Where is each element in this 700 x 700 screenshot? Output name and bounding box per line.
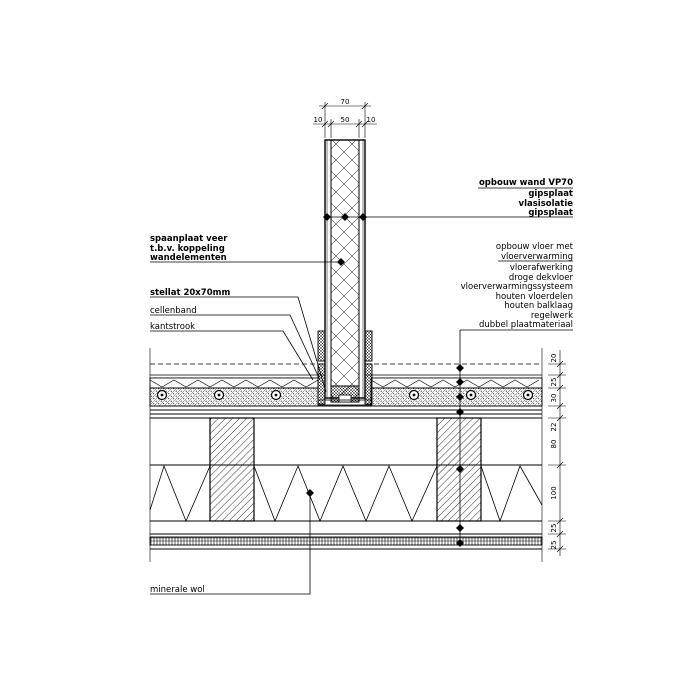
dim-total: 70 [340, 98, 350, 106]
wall-vp70 [318, 140, 372, 405]
dim-r-0: 20 [550, 353, 558, 363]
dim-r-7: 25 [550, 540, 558, 550]
dim-r-3: 22 [550, 422, 558, 432]
wall-layer-0: gipsplaat [528, 189, 573, 199]
kantstrook-right [365, 364, 372, 404]
balklaag-layer [150, 418, 542, 521]
cellenband-right [365, 331, 372, 361]
floor-legend-title-0: opbouw vloer met [495, 242, 573, 252]
right-dim-labels [550, 354, 558, 550]
floor-layer-1: droge dekvloer [508, 273, 573, 283]
floor-layer-3: houten vloerdelen [495, 292, 573, 302]
wall-layer-2: gipsplaat [528, 208, 573, 218]
kantstrook-label: kantstrook [150, 322, 196, 332]
dim-right: 10 [366, 116, 376, 124]
cellenband-left [318, 331, 325, 361]
floor-layer-6: dubbel plaatmateriaal [478, 320, 573, 330]
spaanplaat-label-0: spaanplaat veer [150, 234, 228, 244]
cellenband-label: cellenband [150, 306, 197, 316]
plaatmateriaal-layer [150, 534, 542, 549]
vloerdelen-layer [150, 406, 542, 418]
minerale-wol-label: minerale wol [150, 585, 205, 595]
floor-layer-0: vloerafwerking [509, 263, 573, 273]
floor-layer-5: regelwerk [530, 311, 573, 321]
floor-layer-2: vloerverwarmingssysteem [460, 282, 573, 292]
beam-left [210, 418, 254, 521]
floor-legend-title-1: vloerverwarming [500, 252, 573, 262]
stellat-label: stellat 20x70mm [150, 288, 231, 298]
dim-left: 10 [313, 116, 323, 124]
wall-layer-1: vlasisolatie [518, 199, 573, 209]
floor-layer-4: houten balklaag [504, 301, 573, 311]
spaanplaat-label-1: t.b.v. koppeling [150, 244, 225, 254]
wall-legend-title: opbouw wand VP70 [478, 178, 573, 188]
dim-r-2: 30 [550, 393, 558, 403]
dim-r-1: 25 [550, 377, 558, 387]
spaanplaat-label-2: wandelementen [150, 253, 227, 263]
dim-r-6: 25 [550, 523, 558, 533]
dim-r-4: 80 [550, 439, 558, 449]
dim-r-5: 100 [550, 486, 558, 500]
dim-middle: 50 [340, 116, 350, 124]
